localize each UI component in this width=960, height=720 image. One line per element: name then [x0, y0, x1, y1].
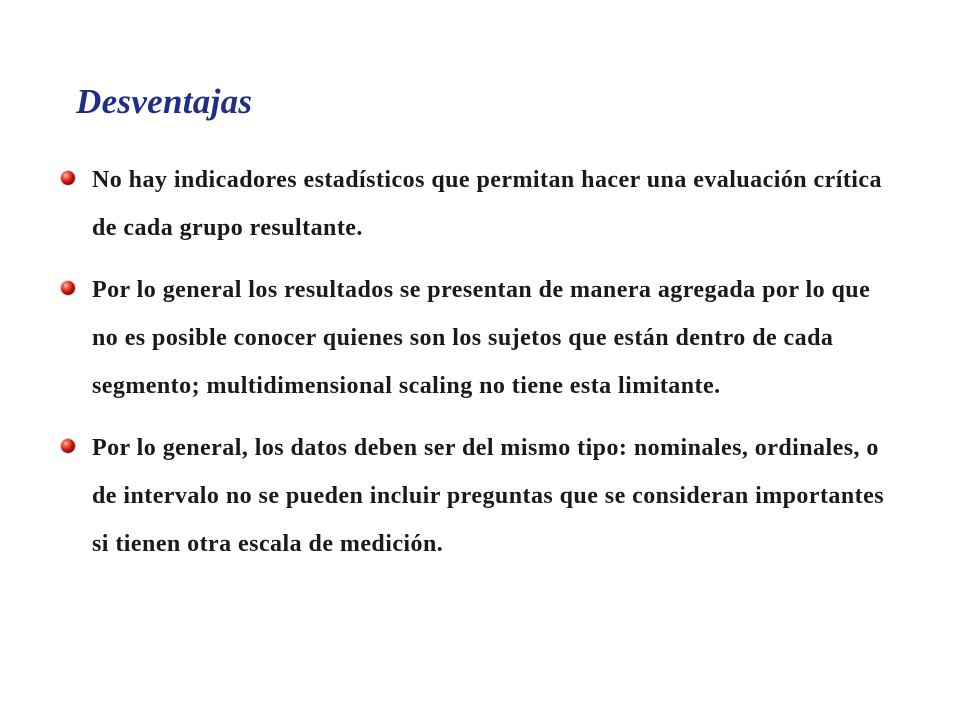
red-sphere-bullet-icon — [61, 281, 75, 295]
bullet-text: Por lo general, los datos deben ser del mismo tipo: nominales, ordinales, o de intervalo no se pueden incluir preguntas que se consideran importantes si tienen otra escala de medición. — [92, 435, 885, 557]
red-sphere-bullet-icon — [61, 171, 75, 185]
red-sphere-bullet-icon — [61, 439, 75, 453]
bullet-list — [60, 156, 900, 582]
bullet-text: No hay indicadores estadísticos que permitan hacer una evaluación crítica de cada grupo resultante. — [92, 167, 882, 241]
bullet-item — [60, 156, 900, 252]
slide-title: Desventajas — [76, 82, 253, 121]
bullet-text: Por lo general los resultados se presentan de manera agregada por lo que no es posible conocer quienes son los sujetos que están dentro de cada segmento; multidimensional scaling no tiene esta limitante. — [92, 277, 871, 399]
bullet-item — [60, 424, 900, 568]
bullet-item — [60, 266, 900, 410]
